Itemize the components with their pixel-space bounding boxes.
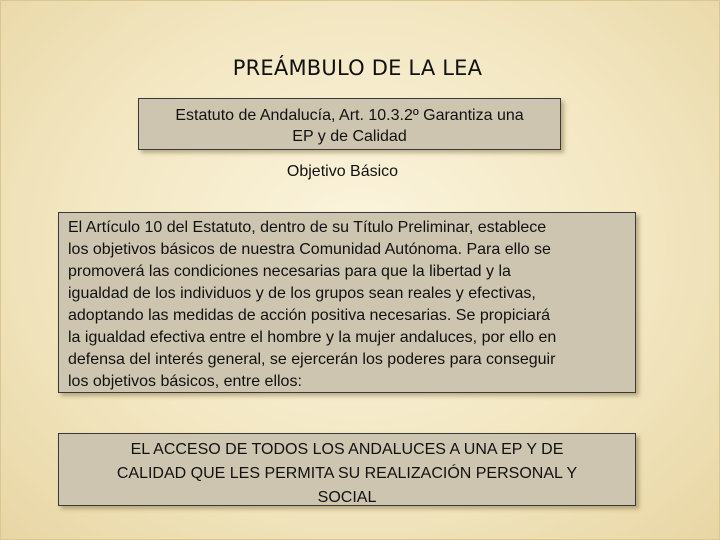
article-line: El Artículo 10 del Estatuto, dentro de su Título Preliminar, establece (68, 219, 547, 236)
article-line: promoverá las condiciones necesarias para que la libertad y la (68, 263, 511, 280)
article-line: defensa del interés general, se ejercerán los poderes para conseguir (68, 351, 556, 368)
access-line: SOCIAL (317, 489, 377, 506)
access-box (58, 433, 636, 506)
statute-line: EP y de Calidad (292, 128, 407, 145)
access-line: EL ACCESO DE TODOS LOS ANDALUCES A UNA EP Y DE (130, 441, 564, 458)
article-box (58, 212, 636, 393)
article-line: los objetivos básicos de nuestra Comunidad Autónoma. Para ello se (68, 241, 551, 258)
article-line: igualdad de los individuos y de los grupos sean reales y efectivas, (68, 285, 536, 302)
article-line: la igualdad efectiva entre el hombre y la mujer andaluces, por ello en (68, 329, 557, 346)
subtitle-objective: Objetivo Básico (286, 163, 399, 180)
statute-line: Estatuto de Andalucía, Art. 10.3.2º Garantiza una (175, 107, 524, 124)
access-line: CALIDAD QUE LES PERMITA SU REALIZACIÓN PERSONAL Y (116, 465, 578, 482)
article-line: los objetivos básicos, entre ellos: (68, 373, 302, 390)
slide-title: PREÁMBULO DE LA LEA (232, 56, 483, 80)
article-line: adoptando las medidas de acción positiva necesarias. Se propiciará (68, 307, 551, 324)
statute-box (138, 98, 561, 150)
